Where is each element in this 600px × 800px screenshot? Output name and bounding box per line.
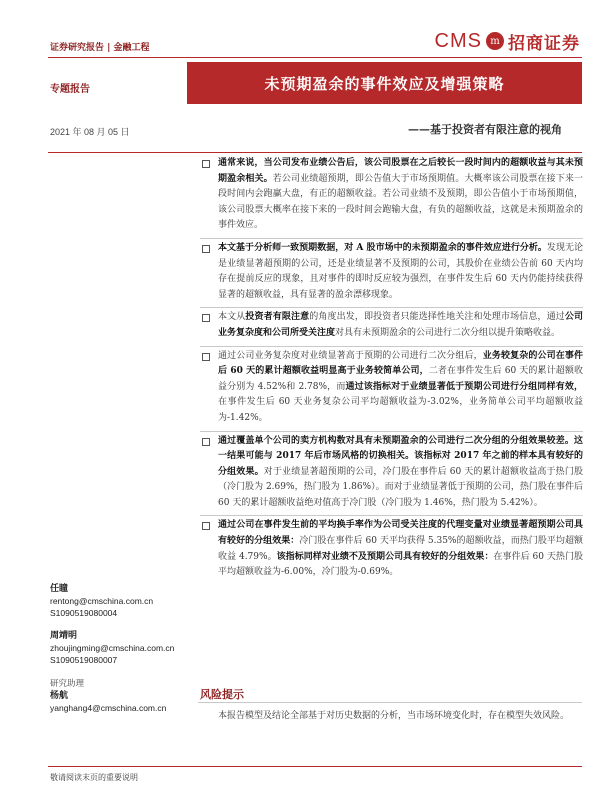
bullet-bold: 业务较复杂的公司在事件后 60 天的累计超额收益明显高于业务较简单公司， xyxy=(218,350,583,377)
risk-divider xyxy=(198,702,582,703)
analyst-cert: S1090519080007 xyxy=(50,655,118,665)
bullet-bold: 投资者有限注意 xyxy=(245,312,310,323)
bullet-text: 在事件发生后 60 天业务复杂公司平均超额收益为-3.02%，业务简单公司平均超额收益为-1.42%。 xyxy=(218,397,583,423)
risk-text: 本报告模型及结论全部基于对历史数据的分析，当市场环境变化时，存在模型失效风险。 xyxy=(218,711,570,721)
square-bullet-icon xyxy=(202,438,210,446)
bullet-bold: 通常来说，当公司发布业绩公告后，该公司股票在之后较长一段时间内的超额收益与其未预期盈余相关。 xyxy=(218,158,583,184)
square-bullet-icon xyxy=(202,245,210,253)
analyst-name: 任瞳 xyxy=(50,584,69,594)
title-row xyxy=(0,62,600,108)
square-bullet-icon xyxy=(202,160,210,168)
logo-mark-icon: m xyxy=(486,32,504,50)
bullet-point xyxy=(200,516,583,584)
bullet-bold: 公司业务复杂度和公司所受关注度 xyxy=(218,312,583,338)
analyst-name: 周靖明 xyxy=(50,631,78,641)
report-type: 专题报告 xyxy=(50,84,90,95)
assistant-block xyxy=(50,678,190,714)
bullet-point xyxy=(200,308,583,346)
report-subtitle: ——基于投资者有限注意的视角 xyxy=(408,123,562,136)
report-date: 2021 年 08 月 05 日 xyxy=(50,127,130,137)
analyst-block xyxy=(50,583,190,619)
square-bullet-icon xyxy=(202,314,210,322)
analyst-block xyxy=(50,630,190,666)
risk-heading: 风险提示 xyxy=(200,688,244,701)
bullet-text: 发现无论是业绩显著超预期的公司，还是业绩显著不及预期的公司，其股价在业绩公告前 60 天内均存在提前反应的现象，且对事件的即时反应较为强烈，在事件发生后 60 天内仍能持续获得显著的超额收益，具有显著的盈余漂移现象。 xyxy=(218,242,583,300)
bullet-bold: 通过该指标对于业绩显著低于预期公司进行分组同样有效， xyxy=(345,381,583,392)
bullet-point xyxy=(200,432,583,517)
bullet-text: 通过公司业务复杂度对业绩显著高于预期的公司进行二次分组后， xyxy=(218,350,483,361)
logo-latin: CMS xyxy=(434,29,482,52)
date-row xyxy=(0,113,600,153)
footer-divider xyxy=(48,766,582,767)
bullet-bold: 本文基于分析师一致预期数据，对 A 股市场中的未预期盈余的事件效应进行分析。 xyxy=(218,242,547,253)
date-divider xyxy=(48,152,582,153)
bullet-bold: 该指标同样对业绩不及预期公司具有较好的分组效果： xyxy=(276,551,494,562)
bullet-text: 本文从 xyxy=(218,312,246,323)
report-title: 未预期盈余的事件效应及增强策略 xyxy=(264,74,505,93)
header-divider xyxy=(48,57,582,58)
bullet-point xyxy=(200,154,583,239)
bullet-bold: 通过覆盖单个公司的卖方机构数对具有未预期盈余的公司进行二次分组的分组效果较差。这一结果可能与 2017 年后市场风格的切换相关。该指标对 2017 年之前的样本具有较好的分组效果。 xyxy=(218,435,583,477)
report-category: 证券研究报告 | 金融工程 xyxy=(50,43,150,53)
bullet-text: 对于业绩显著超预期的公司，冷门股在事件后 60 天的累计超额收益高于热门股（冷门股为 2.69%，热门股为 1.86%）。而对于业绩显著低于预期的公司，热门股在事件后 60 天的累计超额收益绝对值高于冷门股（冷门股为 1.46%，热门股为 5.42%）。 xyxy=(218,466,583,508)
assistant-role: 研究助理 xyxy=(50,679,85,689)
summary-bullets xyxy=(200,154,583,585)
bullet-text: 二者在事件发生后 60 天的累计超额收益分别为 4.52%和 2.78%，而 xyxy=(218,366,583,392)
bullet-text: 冷门股在事件后 60 天平均获得 5.35%的超额收益，而热门股平均超额收益 4.79%。 xyxy=(218,536,583,562)
bullet-text: 在事件后 60 天热门股平均超额收益为-6.00%，冷门股为-0.69%。 xyxy=(218,551,583,578)
bullet-text: 若公司业绩超预期，即公告值大于市场预期值。大概率该公司股票在接下来一段时间内会跑赢大盘，有正的超额收益。若公司业绩不及预期，即公告值小于市场预期值，该公司股票大概率在接下来的一段时间会跑输大盘，有负的超额收益，这就是未预期盈余的事件效应。 xyxy=(218,173,583,231)
brand-logo xyxy=(435,28,580,54)
bullet-text: 对具有未预期盈余的公司进行二次分组以提升策略收益。 xyxy=(335,327,561,338)
bullet-text: 的角度出发，即投资者只能选择性地关注和处理市场信息，通过 xyxy=(309,312,565,323)
title-banner xyxy=(187,62,582,104)
assistant-name: 杨航 xyxy=(50,691,69,701)
footer-note: 敬请阅读末页的重要说明 xyxy=(50,773,138,782)
assistant-email: yanghang4@cmschina.com.cn xyxy=(50,703,167,713)
bullet-bold: 通过公司在事件发生前的平均换手率作为公司受关注度的代理变量对业绩显著超预期公司具有较好的分组效果： xyxy=(218,520,583,547)
bullet-point xyxy=(200,347,583,432)
square-bullet-icon xyxy=(202,353,210,361)
analyst-email: zhoujingming@cmschina.com.cn xyxy=(50,643,175,653)
analyst-cert: S1090519080004 xyxy=(50,608,118,618)
bullet-point xyxy=(200,239,583,308)
analyst-email: rentong@cmschina.com.cn xyxy=(50,596,154,606)
page-header xyxy=(0,0,600,60)
logo-chinese: 招商证券 xyxy=(508,33,580,54)
square-bullet-icon xyxy=(202,522,210,530)
